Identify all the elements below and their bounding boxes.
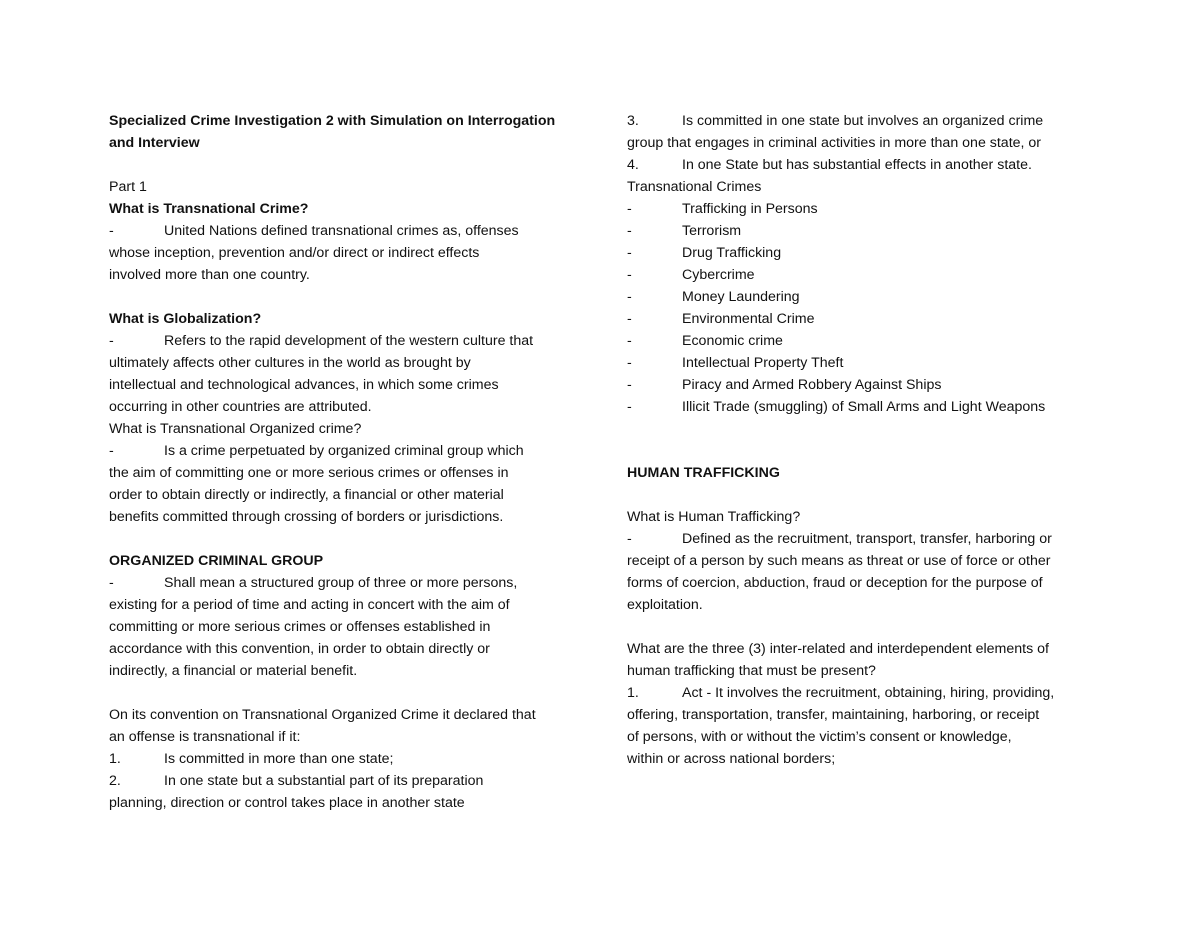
crime-list-item: - Illicit Trade (smuggling) of Small Arms and Light Weapons — [627, 399, 1046, 415]
ht-definition: - Defined as the recruitment, transport, transfer, harboring or — [627, 528, 1102, 550]
dash-bullet: - — [109, 443, 114, 459]
q2-answer: - Refers to the rapid development of the western culture that — [109, 330, 579, 352]
crime-list-item: - Intellectual Property Theft — [627, 355, 844, 371]
dash-bullet: - — [109, 223, 114, 239]
q1-heading: What is Transnational Crime? — [109, 201, 309, 217]
dash-bullet: - — [627, 531, 632, 547]
numbered-item-3: 3. Is committed in one state but involves an organized crime — [627, 113, 1044, 129]
left-column: Specialized Crime Investigation 2 with Simulation on Interrogation and Interview Part 1 What is Transnational Crime? - United Nations defined transnational crimes as, offenses whose inception, prevention and/or direct or indirect effects involved more than one country. What is Globalization? - Refers to the rapid development of the western culture that ultimately affects other cultures in the world as brought by intellectual and technological advances, in which some crimes occurring in other countries are attributed. What is Transnational Organized crime? - Is a crime perpetuated by organized criminal group which the aim of committing one or more serious crimes or offenses in order to obtain directly or indirectly, a financial or other material benefits committed through crossing of borders or jurisdictions. ORGANIZED CRIMINAL GROUP - Shall mean a structured group of three or more persons, existing for a period of time and acting in concert with the aim of committing or more serious crimes or offenses established in accordance with this convention, in order to obtain directly or indirectly, a financial or material benefit. On its convention on Transnational Organized Crime it declared that an offense is transnational if it: 1. Is committed in more than one state; 2. In one state but a substantial part of its preparation planning, direction or control takes place in another state — [109, 110, 579, 814]
crime-list-item: - Economic crime — [627, 333, 783, 349]
q1-answer: - United Nations defined transnational crimes as, offenses — [109, 220, 579, 242]
numbered-item-1: 1. Is committed in more than one state; — [109, 751, 394, 767]
crime-list-item: - Cybercrime — [627, 267, 755, 283]
crime-list-item: - Terrorism — [627, 223, 742, 239]
q3-answer: - Is a crime perpetuated by organized criminal group which — [109, 440, 579, 462]
element-act: 1. Act - It involves the recruitment, obtaining, hiring, providing, — [627, 685, 1055, 701]
ocg-heading: ORGANIZED CRIMINAL GROUP — [109, 553, 324, 569]
dash-bullet: - — [109, 575, 114, 591]
crime-list-item: - Environmental Crime — [627, 311, 815, 327]
elements-question: What are the three (3) inter-related and interdependent elements of — [627, 641, 1049, 657]
q2-heading: What is Globalization? — [109, 311, 262, 327]
crimes-heading: Transnational Crimes — [627, 179, 762, 195]
right-column: 3. Is committed in one state but involves an organized crime group that engages in criminal activities in more than one state, or 4. In one State but has substantial effects in another state. Transnational Crimes - Trafficking in Persons - Terrorism - Drug Trafficking - Cybercrime - Money Laundering - Environmental Crime - Economic crime - Intellectual Property Theft - Piracy and Armed Robbery Against Ships - Illicit Trade (smuggling) of Small Arms and Light Weapons HUMAN TRAFFICKING What is Human Trafficking? - Defined as the recruitment, transport, transfer, harboring or receipt of a person by such means as threat or use of force or other forms of coercion, abduction, fraud or deception for the purpose of exploitation. What are the three (3) inter-related and interdependent elements of human trafficking that must be present? 1. Act - It involves the recruitment, obtaining, hiring, providing, offering, transportation, transfer, maintaining, harboring, or receipt of persons, with or without the victim’s consent or knowledge, within or across national borders; — [627, 110, 1102, 770]
numbered-item-4: 4. In one State but has substantial effects in another state. — [627, 157, 1032, 173]
q3-heading: What is Transnational Organized crime? — [109, 421, 362, 437]
crime-list-item: - Drug Trafficking — [627, 245, 782, 261]
part-label: Part 1 — [109, 179, 147, 195]
convention-text: On its convention on Transnational Organized Crime it declared that — [109, 707, 536, 723]
ht-question: What is Human Trafficking? — [627, 509, 801, 525]
numbered-item-2: 2. In one state but a substantial part of its preparation — [109, 773, 484, 789]
ocg-definition: - Shall mean a structured group of three or more persons, — [109, 572, 579, 594]
document-title-cont: and Interview — [109, 135, 200, 151]
crime-list-item: - Money Laundering — [627, 289, 800, 305]
human-trafficking-heading: HUMAN TRAFFICKING — [627, 465, 780, 481]
document-title: Specialized Crime Investigation 2 with Simulation on Interrogation — [109, 113, 556, 129]
crime-list-item: - Trafficking in Persons — [627, 201, 818, 217]
dash-bullet: - — [109, 333, 114, 349]
crime-list-item: - Piracy and Armed Robbery Against Ships — [627, 377, 942, 393]
